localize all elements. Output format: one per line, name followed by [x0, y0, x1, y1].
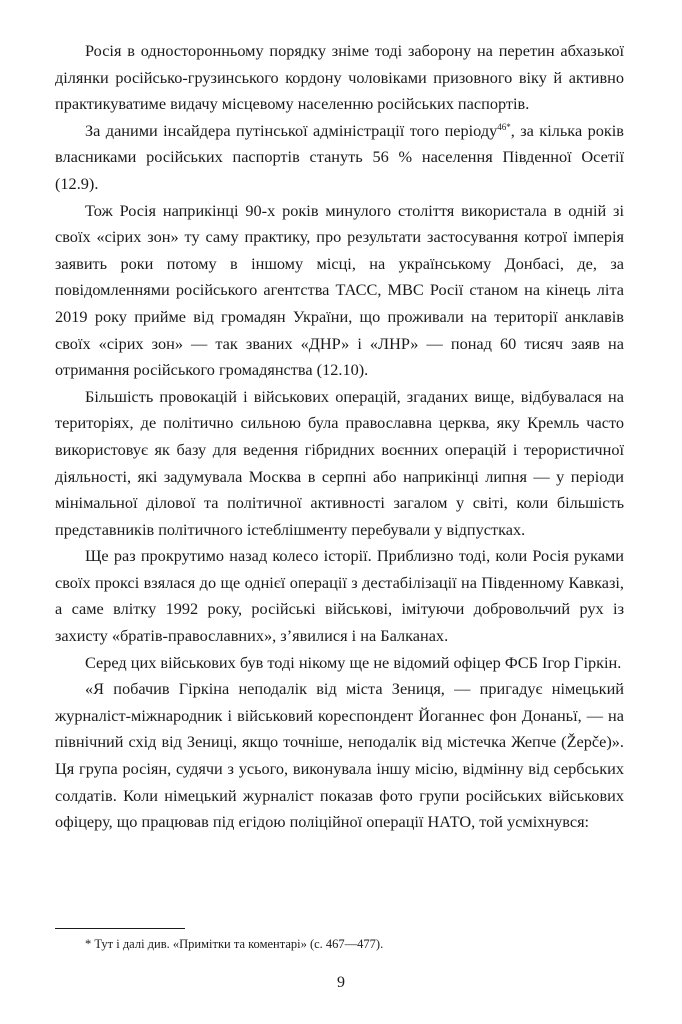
paragraph-7 — [55, 676, 624, 836]
paragraph-4-text: Більшість провокацій і військових операцій, згаданих вище, відбувалася на територіях, де політично сильною була православна церква, яку Кремль часто використовує як базу для ведення гібридних воєнних операцій і терористичної діяльності, які задумувала Москва в серпні або наприкінці липня — у періоди мінімальної ділової та політичної активності загалом у світі, коли більшість представників політичного істеблішменту перебували у відпустках. — [55, 386, 624, 539]
footnote-divider — [55, 928, 185, 929]
paragraph-4 — [55, 384, 624, 544]
paragraph-7-text: «Я побачив Гіркіна неподалік від міста Зениця, — пригадує німецький журналіст-міжнародник і військовий кореспондент Йоганнес фон Донаньї, — на північний схід від Зениці, якщо точніше, неподалік від містечка Жепче (Žepče)». Ця група росіян, судячи з усього, виконувала іншу місію, відмінну від сербських солдатів. Коли німецький журналіст показав фото групи російських військових офіцеру, що працював під егідою поліційної операції НАТО, той усміхнувся: — [55, 679, 624, 832]
paragraph-5-text: Ще раз прокрутимо назад колесо історії. Приблизно тоді, коли Росія руками своїх проксі взялася до ще однієї операції з дестабілізації на Південному Кавказі, а саме влітку 1992 року, російські військові, імітуючи добровольчий рух із захисту «братів-православних», з’явилися і на Балканах. — [55, 546, 624, 646]
paragraph-3-text: Тож Росія наприкінці 90-х років минулого століття використала в одній зі своїх «сірих зон» ту саму практику, про результати застосування котрої імперія заявить роки потому в іншому місці, на українському Донбасі, де, за повідомленнями російського агентства ТАСС, МВС Росії станом на кінець літа 2019 року прийме від громадян України, що проживали на території анклавів своїх «сірих зон» — так званих «ДНР» і «ЛНР» — понад 60 тисяч заяв на отримання російського громадянства (12.10). — [55, 200, 624, 380]
paragraph-1 — [55, 38, 624, 118]
paragraph-1-text: Росія в односторонньому порядку зніме тоді заборону на перетин абхазької ділянки російсько-грузинського кордону чоловіками призовного віку й активно практикуватиме видачу місцевому населенню російських паспортів. — [55, 41, 624, 114]
paragraph-5 — [55, 543, 624, 649]
paragraph-3 — [55, 198, 624, 384]
footnote-reference[interactable]: 46* — [497, 121, 511, 132]
paragraph-6-text: Серед цих військових був тоді нікому ще не відомий офіцер ФСБ Ігор Гіркін. — [85, 652, 622, 672]
footnote: * Тут і далі див. «Примітки та коментарі» (с. 467—477). — [85, 937, 384, 951]
paragraph-2-text-before: За даними інсайдера путінської адміністрації того періоду — [85, 120, 498, 140]
page-body — [55, 38, 624, 836]
paragraph-2-text-after: , за кілька років власниками російських паспортів стануть 56 % населення Південної Осетії (12.9). — [55, 120, 624, 193]
page-number: 9 — [337, 974, 345, 991]
paragraph-6 — [55, 650, 624, 677]
paragraph-2 — [55, 118, 624, 198]
